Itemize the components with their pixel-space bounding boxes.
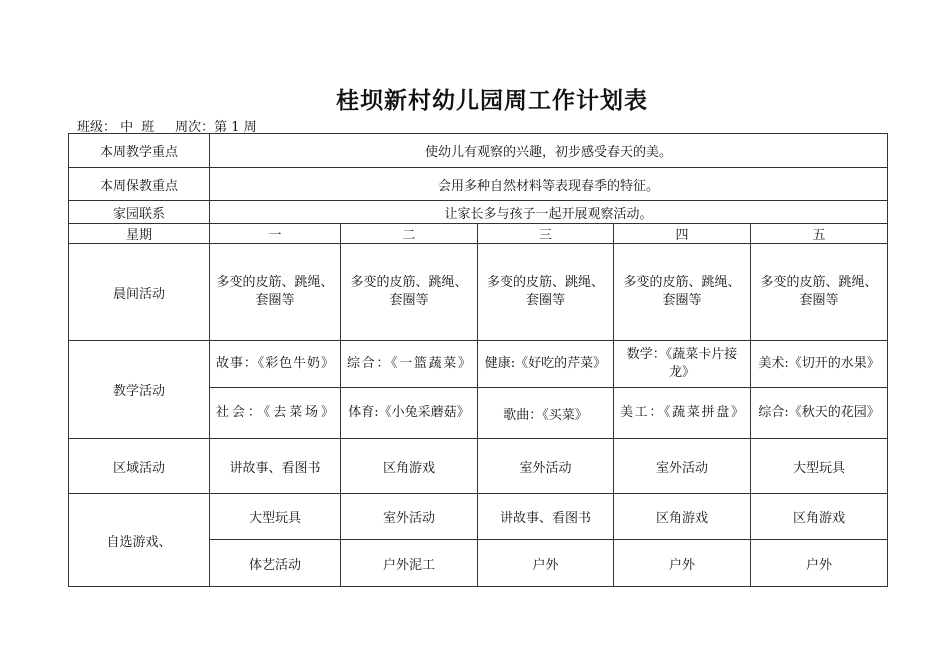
morning-cell-2: 多变的皮筋、跳绳、套圈等 (341, 244, 478, 341)
free-play-cell-2-5: 户外 (751, 540, 888, 587)
free-play-cell-1-2: 室外活动 (341, 494, 478, 540)
area-cell-1: 讲故事、看图书 (210, 439, 341, 494)
free-play-cell-2-4: 户外 (614, 540, 751, 587)
free-play-cell-2-3: 户外 (478, 540, 614, 587)
table-row (69, 224, 888, 244)
table-row (69, 439, 888, 494)
free-play-cell-2-1: 体艺活动 (210, 540, 341, 587)
teaching-cell-2-5: 综合:《秋天的花园》 (751, 388, 888, 439)
morning-cell-5: 多变的皮筋、跳绳、套圈等 (751, 244, 888, 341)
weekday-1: 一 (210, 224, 341, 244)
free-play-cell-1-5: 区角游戏 (751, 494, 888, 540)
weekday-4: 四 (614, 224, 751, 244)
weekday-5: 五 (751, 224, 888, 244)
table-row (69, 134, 888, 168)
weekday-header-label: 星期 (69, 224, 210, 244)
teaching-focus-content: 使幼儿有观察的兴趣，初步感受春天的美。 (210, 134, 888, 168)
morning-cell-3: 多变的皮筋、跳绳、套圈等 (478, 244, 614, 341)
weekly-plan-table (68, 133, 888, 587)
home-link-label: 家园联系 (69, 201, 210, 224)
area-cell-4: 室外活动 (614, 439, 751, 494)
area-cell-2: 区角游戏 (341, 439, 478, 494)
class-value: 中 班 (120, 120, 155, 135)
week-label: 周次： (175, 120, 215, 135)
weekday-2: 二 (341, 224, 478, 244)
table-row (69, 168, 888, 201)
area-cell-5: 大型玩具 (751, 439, 888, 494)
teaching-label: 教学活动 (69, 341, 210, 439)
free-play-cell-2-2: 户外泥工 (341, 540, 478, 587)
week-value: 第 1 周 (214, 120, 257, 135)
teaching-cell-2-3: 歌曲：《买菜》 (478, 388, 614, 439)
morning-cell-1: 多变的皮筋、跳绳、套圈等 (210, 244, 341, 341)
free-play-cell-1-3: 讲故事、看图书 (478, 494, 614, 540)
free-play-cell-1-4: 区角游戏 (614, 494, 751, 540)
morning-cell-4: 多变的皮筋、跳绳、套圈等 (614, 244, 751, 341)
class-label: 班级： (77, 120, 117, 135)
teaching-focus-label: 本周教学重点 (69, 134, 210, 168)
teaching-cell-1-1: 故事：《彩色牛奶》 (210, 341, 341, 388)
free-play-cell-1-1: 大型玩具 (210, 494, 341, 540)
care-focus-label: 本周保教重点 (69, 168, 210, 201)
teaching-cell-1-3: 健康:《好吃的芹菜》 (478, 341, 614, 388)
area-label: 区域活动 (69, 439, 210, 494)
teaching-cell-2-4: 美工：《蔬菜拼盘》 (614, 388, 751, 439)
teaching-cell-2-1: 社会：《去菜场》 (210, 388, 341, 439)
teaching-cell-1-5: 美术:《切开的水果》 (751, 341, 888, 388)
home-link-content: 让家长多与孩子一起开展观察活动。 (210, 201, 888, 224)
free-play-label: 自选游戏、 (69, 494, 210, 587)
teaching-cell-2-2: 体育:《小兔采蘑菇》 (341, 388, 478, 439)
weekday-3: 三 (478, 224, 614, 244)
teaching-cell-1-2: 综合：《一篮蔬菜》 (341, 341, 478, 388)
care-focus-content: 会用多种自然材料等表现春季的特征。 (210, 168, 888, 201)
teaching-cell-1-4: 数学：《蔬菜卡片接龙》 (614, 341, 751, 388)
table-row (69, 201, 888, 224)
table-row (69, 244, 888, 341)
area-cell-3: 室外活动 (478, 439, 614, 494)
morning-label: 晨间活动 (69, 244, 210, 341)
page-title: 桂坝新村幼儿园周工作计划表 (336, 87, 648, 114)
table-row (69, 494, 888, 540)
table-row (69, 341, 888, 388)
